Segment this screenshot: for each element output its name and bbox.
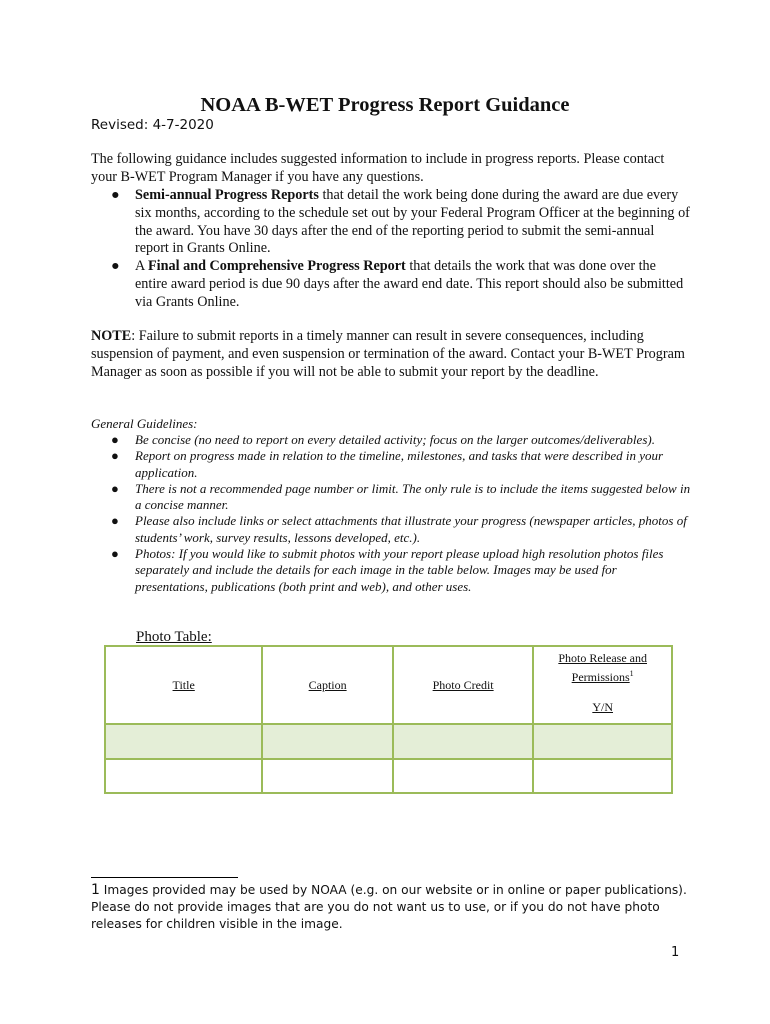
footnote-number: 1 [91, 882, 100, 898]
guideline-text: Photos: If you would like to submit photos with your report please upload high resolution photos files separately and include the details for each image in the table below. Images may be used for presentations, publications (both print and web), and other uses. [135, 546, 664, 594]
photo-table [104, 645, 673, 794]
table-cell[interactable] [393, 724, 533, 759]
bullet-icon: ● [111, 480, 119, 496]
header-photo-release: Photo Release and Permissions$^1$ Y/N [533, 646, 672, 724]
report-type-name: Final and Comprehensive Progress Report [148, 258, 406, 275]
table-row [105, 724, 672, 759]
report-type-name: Semi-annual Progress Reports [135, 187, 319, 203]
note-label: NOTE [91, 328, 132, 344]
guideline-text: There is not a recommended page number or limit. The only rule is to include the items suggested below in a concise manner. [135, 480, 691, 513]
note-paragraph [91, 328, 691, 381]
revised-date: Revised: 4-7-2020 [91, 117, 214, 133]
table-cell[interactable] [262, 759, 393, 793]
table-cell[interactable] [262, 724, 393, 759]
bullet-icon: ● [111, 187, 120, 203]
bullet-icon: ● [111, 448, 119, 464]
table-cell[interactable] [105, 759, 262, 793]
table-header-row [105, 646, 672, 724]
page-number: 1 [671, 945, 680, 960]
bullet-icon: ● [111, 432, 119, 447]
bullet-icon: ● [111, 258, 120, 275]
list-item [91, 432, 691, 448]
photo-table-label: Photo Table: [136, 629, 212, 645]
header-photo-credit: Photo Credit [393, 646, 533, 724]
footnote-text: Images provided may be used by NOAA (e.g. on our website or in online or paper publications). Please do not provide images that are you do not want us to use, or if you do not have photo releases for children visible in the image. [91, 883, 687, 931]
note-text: : Failure to submit reports in a timely manner can result in severe consequences, including suspension of payment, and even suspension or termination of the award. Contact your B-WET Program Manager as soon as possible if you will not be able to submit your report by the deadline. [91, 328, 685, 380]
report-type-description: that details the work that was done over the entire award period is due 90 days after the award end date. This report should also be submitted via Grants Online. [135, 258, 684, 310]
header-title: Title [105, 646, 262, 724]
guideline-text: Please also include links or select attachments that illustrate your progress (newspaper articles, photos of students’ work, survey results, lessons developed, etc.). [135, 513, 687, 545]
table-cell[interactable] [533, 724, 672, 759]
header-caption: Caption [262, 646, 393, 724]
footnote [91, 882, 691, 933]
bullet-icon: ● [111, 546, 119, 562]
table-cell[interactable] [105, 724, 262, 759]
footnote-ref[interactable]: 1 [629, 669, 634, 678]
list-item [91, 546, 691, 595]
guideline-text: Be concise (no need to report on every detailed activity; focus on the larger outcomes/deliverables). [135, 432, 655, 447]
intro-paragraph: The following guidance includes suggested information to include in progress reports. Please contact your B-WET Program Manager if you have any questions. [91, 151, 665, 185]
guidelines-list [91, 432, 691, 595]
report-type-description: that detail the work being done during the award are due every six months, according to the schedule set out by your Federal Program Officer at the beginning of the award. You have 30 days after the end of the reporting period to submit the semi-annual report in Grants Online. [135, 187, 690, 257]
table-cell[interactable] [393, 759, 533, 793]
list-item [91, 513, 691, 546]
list-item [91, 481, 691, 514]
list-item [91, 258, 691, 311]
report-types-list [91, 187, 691, 312]
bullet-icon: ● [111, 513, 119, 529]
table-row [105, 759, 672, 793]
report-type-prefix: A [135, 258, 149, 275]
table-cell[interactable] [533, 759, 672, 793]
footnote-divider [91, 877, 238, 878]
list-item [91, 448, 691, 481]
guidelines-heading: General Guidelines: [91, 416, 198, 431]
guideline-text: Report on progress made in relation to the timeline, milestones, and tasks that were described in your application. [135, 448, 664, 480]
list-item [91, 187, 691, 258]
document-title: NOAA B-WET Progress Report Guidance [200, 94, 570, 116]
